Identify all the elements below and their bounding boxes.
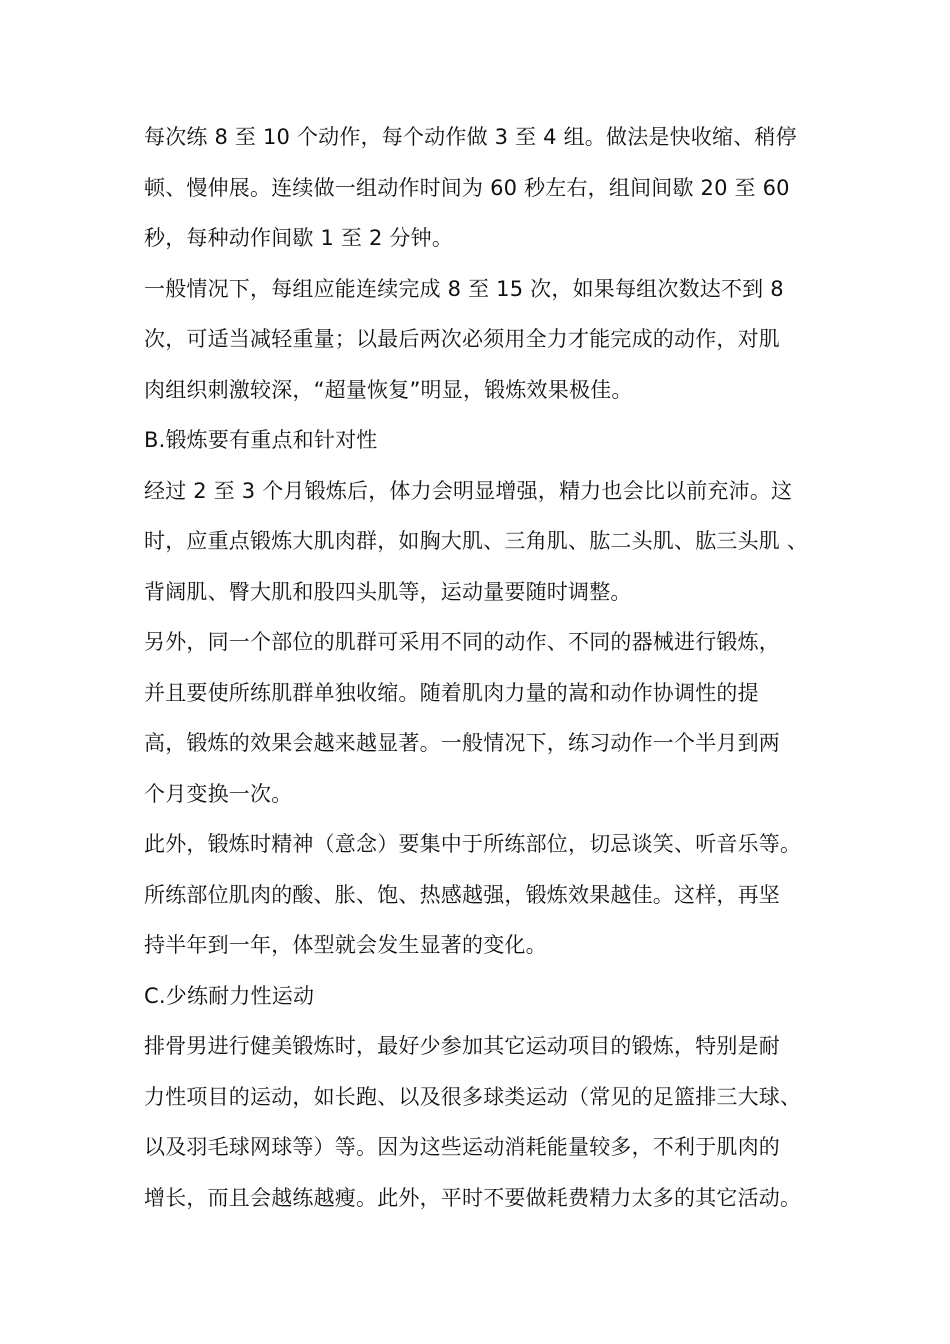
document-body [144, 112, 814, 1223]
text-line: 增长，而且会越练越瘦。此外，平时不要做耗费精力太多的其它活动。 [144, 1185, 802, 1210]
text-line: 力性项目的运动，如长跑、以及很多球类运动（常见的足篮排三大球、 [144, 1084, 802, 1109]
text-line: 另外，同一个部位的肌群可采用不同的动作、不同的器械进行锻炼， [144, 630, 780, 654]
text-line: 此外，锻炼时精神（意念）要集中于所练部位，切忌谈笑、听音乐等。 [144, 832, 802, 856]
text-line: 秒，每种动作间歇 1 至 2 分钟。 [144, 226, 454, 250]
section-heading-c [144, 971, 814, 1022]
text-line: 以及羽毛球网球等）等。因为这些运动消耗能量较多，不利于肌肉的 [144, 1135, 780, 1159]
text-line: 排骨男进行健美锻炼时，最好少参加其它运动项目的锻炼，特别是耐 [144, 1034, 780, 1058]
text-line: 背阔肌、臀大肌和股四头肌等，运动量要随时调整。 [144, 579, 632, 604]
paragraph-focus-muscles [144, 466, 814, 618]
text-line: 每次练 8 至 10 个动作，每个动作做 3 至 4 组。做法是快收缩、稍停 [144, 125, 797, 149]
text-line: 持半年到一年，体型就会发生显著的变化。 [144, 933, 547, 957]
text-line: 次，可适当减轻重量；以最后两次必须用全力才能完成的动作，对肌 [144, 327, 780, 351]
text-line: 个月变换一次。 [144, 781, 293, 806]
paragraph-vary-exercises [144, 617, 814, 819]
text-line: 一般情况下，每组应能连续完成 8 至 15 次，如果每组次数达不到 8 [144, 276, 784, 301]
text-line: 顿、慢伸展。连续做一组动作时间为 60 秒左右，组间间歇 20 至 60 [144, 175, 790, 200]
paragraph-reps-weight [144, 264, 814, 416]
text-line: 经过 2 至 3 个月锻炼后，体力会明显增强，精力也会比以前充沛。这 [144, 478, 793, 503]
heading-line: B.锻炼要有重点和针对性 [144, 428, 378, 452]
text-line: 时，应重点锻炼大肌肉群，如胸大肌、三角肌、肱二头肌、肱三头肌 、 [144, 529, 809, 553]
heading-line: C.少练耐力性运动 [144, 983, 315, 1008]
text-line: 并且要使所练肌群单独收缩。随着肌肉力量的嵩和动作协调性的提 [144, 680, 759, 705]
text-line: 高，锻炼的效果会越来越显著。一般情况下，练习动作一个半月到两 [144, 731, 780, 755]
section-heading-b [144, 415, 814, 466]
paragraph-concentration [144, 819, 814, 971]
text-line: 所练部位肌肉的酸、胀、饱、热感越强，锻炼效果越佳。这样，再坚 [144, 882, 780, 907]
paragraph-endurance [144, 1021, 814, 1223]
text-line: 肉组织刺激较深，“超量恢复”明显，锻炼效果极佳。 [144, 377, 633, 402]
paragraph-sets-rest [144, 112, 814, 264]
